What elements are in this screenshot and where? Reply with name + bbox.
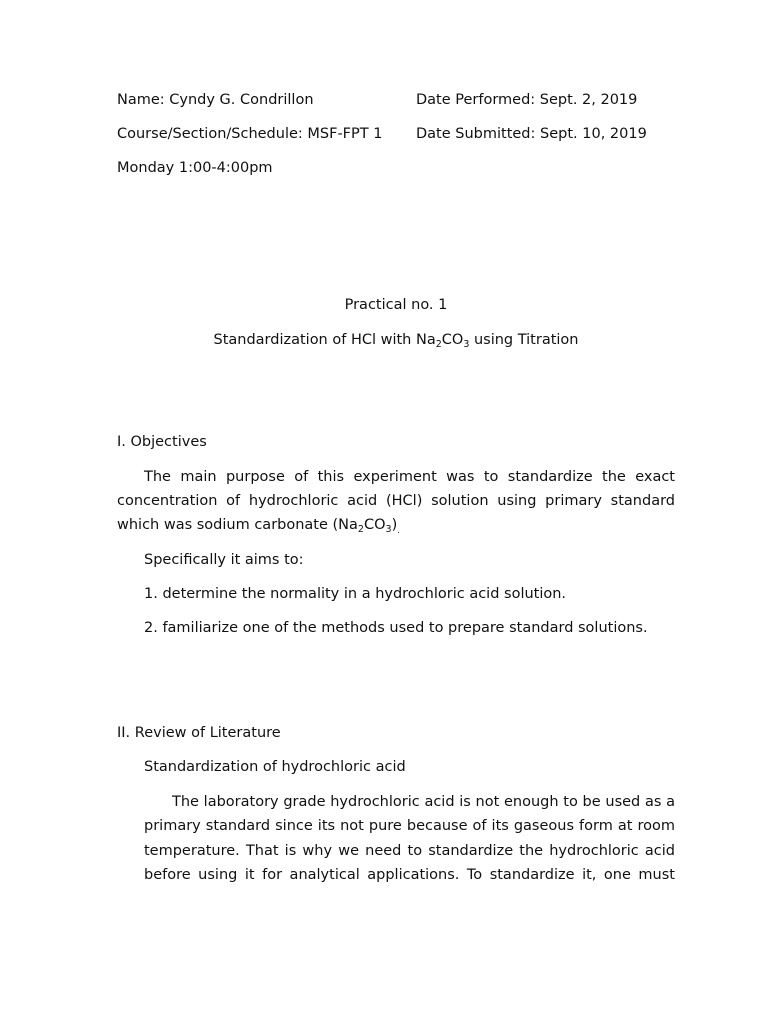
objectives-paragraph-line-2: concentration of hydrochloric acid (HCl) solution using primary standard: [117, 493, 675, 509]
subtitle-subscript-1: 2: [435, 339, 442, 350]
practical-title: Practical no. 1: [344, 297, 448, 313]
objectives-line3-subscript-2: 3: [385, 524, 392, 535]
objectives-specifically: Specifically it aims to:: [144, 552, 304, 568]
objectives-paragraph-line-3: [117, 516, 400, 540]
schedule-time: Monday 1:00-4:00pm: [117, 160, 273, 176]
practical-subtitle: [0, 331, 768, 349]
objectives-line3-subscript-1: 2: [357, 524, 364, 535]
objective-item-1: 1. determine the normality in a hydrochloric acid solution.: [144, 586, 567, 602]
course-section-schedule: Course/Section/Schedule: MSF-FPT 1: [117, 126, 383, 142]
objectives-line3-text-1: which was sodium carbonate (Na: [117, 517, 358, 533]
objective-item-2: 2. familiarize one of the methods used to prepare standard solutions.: [144, 620, 648, 636]
date-submitted: Date Submitted: Sept. 10, 2019: [416, 126, 647, 142]
student-name: Name: Cyndy G. Condrillon: [117, 92, 314, 108]
objectives-line3-text-2: CO: [363, 517, 386, 533]
review-paragraph-line-2: primary standard since its not pure because of its gaseous form at room: [144, 818, 675, 834]
review-heading: II. Review of Literature: [117, 725, 281, 741]
review-paragraph-line-1: The laboratory grade hydrochloric acid is not enough to be used as a: [172, 794, 675, 810]
objectives-line3-text-3: ): [391, 517, 398, 533]
date-performed: Date Performed: Sept. 2, 2019: [416, 92, 638, 108]
subtitle-text-3: using Titration: [469, 332, 579, 348]
subtitle-text-1: Standardization of HCl with Na: [213, 332, 436, 348]
review-subheading: Standardization of hydrochloric acid: [144, 759, 406, 775]
objectives-heading: I. Objectives: [117, 434, 207, 450]
review-paragraph-line-4: before using it for analytical applications. To standardize it, one must: [144, 867, 675, 883]
subtitle-subscript-2: 3: [463, 339, 470, 350]
objectives-line3-period: .: [397, 526, 400, 535]
objectives-paragraph-line-1: The main purpose of this experiment was to standardize the exact: [144, 469, 675, 485]
subtitle-text-2: CO: [441, 332, 464, 348]
review-paragraph-line-3: temperature. That is why we need to standardize the hydrochloric acid: [144, 843, 675, 859]
